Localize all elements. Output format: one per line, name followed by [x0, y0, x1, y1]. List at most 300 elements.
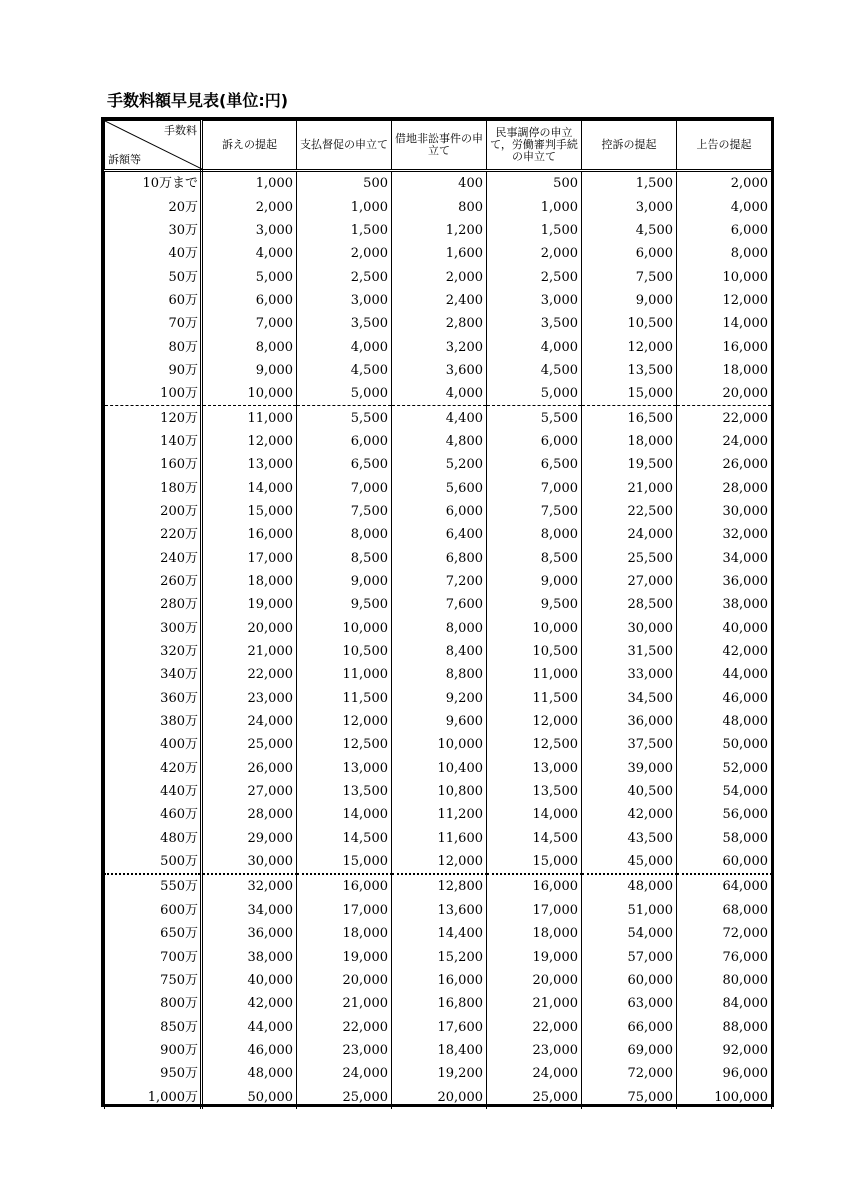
- fee-cell: 1,000: [487, 195, 582, 218]
- fee-cell: 2,000: [487, 242, 582, 265]
- fee-cell: 69,000: [582, 1039, 677, 1062]
- fee-cell: 13,000: [487, 757, 582, 780]
- fee-cell: 40,000: [202, 969, 297, 992]
- table-row: [105, 265, 772, 288]
- fee-cell: 15,000: [297, 850, 392, 874]
- fee-cell: 22,000: [202, 663, 297, 686]
- fee-cell: 6,000: [677, 219, 772, 242]
- fee-cell: 1,000: [202, 171, 297, 196]
- table-row: [105, 827, 772, 850]
- fee-cell: 30,000: [202, 850, 297, 874]
- amount-label: 500万: [105, 850, 202, 874]
- fee-cell: 28,500: [582, 593, 677, 616]
- amount-label: 420万: [105, 757, 202, 780]
- table-row: [105, 547, 772, 570]
- fee-cell: 21,000: [487, 992, 582, 1015]
- fee-cell: 46,000: [677, 687, 772, 710]
- amount-label: 60万: [105, 289, 202, 312]
- fee-cell: 2,000: [392, 265, 487, 288]
- table-row: [105, 1062, 772, 1085]
- table-row: [105, 899, 772, 922]
- amount-label: 70万: [105, 312, 202, 335]
- table-row: [105, 687, 772, 710]
- column-header: 控訴の提起: [582, 121, 677, 171]
- fee-cell: 4,500: [297, 359, 392, 382]
- table-row: [105, 733, 772, 756]
- fee-cell: 29,000: [202, 827, 297, 850]
- fee-cell: 57,000: [582, 945, 677, 968]
- fee-cell: 12,500: [297, 733, 392, 756]
- fee-cell: 9,200: [392, 687, 487, 710]
- fee-cell: 24,000: [487, 1062, 582, 1085]
- fee-cell: 14,400: [392, 922, 487, 945]
- fee-cell: 16,000: [677, 335, 772, 358]
- fee-cell: 11,000: [202, 406, 297, 430]
- fee-cell: 7,000: [487, 476, 582, 499]
- fee-cell: 9,500: [297, 593, 392, 616]
- fee-cell: 20,000: [202, 617, 297, 640]
- fee-cell: 28,000: [677, 476, 772, 499]
- amount-label: 140万: [105, 430, 202, 453]
- fee-cell: 12,000: [677, 289, 772, 312]
- amount-label: 340万: [105, 663, 202, 686]
- fee-cell: 14,000: [297, 803, 392, 826]
- fee-cell: 4,800: [392, 430, 487, 453]
- fee-cell: 800: [392, 195, 487, 218]
- table-row: [105, 780, 772, 803]
- fee-cell: 54,000: [582, 922, 677, 945]
- fee-cell: 25,000: [202, 733, 297, 756]
- fee-cell: 3,600: [392, 359, 487, 382]
- fee-cell: 13,500: [487, 780, 582, 803]
- fee-cell: 50,000: [677, 733, 772, 756]
- fee-cell: 10,500: [487, 640, 582, 663]
- fee-cell: 6,500: [487, 453, 582, 476]
- amount-label: 220万: [105, 523, 202, 546]
- amount-label: 600万: [105, 899, 202, 922]
- fee-cell: 52,000: [677, 757, 772, 780]
- fee-cell: 21,000: [582, 476, 677, 499]
- fee-cell: 18,000: [582, 430, 677, 453]
- fee-cell: 46,000: [202, 1039, 297, 1062]
- corner-header-cell: [105, 121, 202, 171]
- fee-cell: 9,000: [582, 289, 677, 312]
- fee-cell: 10,500: [582, 312, 677, 335]
- fee-cell: 44,000: [202, 1015, 297, 1038]
- fee-cell: 24,000: [677, 430, 772, 453]
- fee-cell: 1,500: [582, 171, 677, 196]
- fee-cell: 2,500: [487, 265, 582, 288]
- table-row: [105, 242, 772, 265]
- fee-cell: 7,000: [297, 476, 392, 499]
- column-header: 民事調停の申立て，労働審判手続の申立て: [487, 121, 582, 171]
- fee-cell: 15,200: [392, 945, 487, 968]
- fee-cell: 17,000: [297, 899, 392, 922]
- fee-cell: 16,000: [487, 874, 582, 898]
- fee-cell: 17,600: [392, 1015, 487, 1038]
- corner-label-amount: 訴額等: [108, 153, 141, 166]
- amount-label: 10万まで: [105, 171, 202, 196]
- fee-cell: 12,000: [392, 850, 487, 874]
- fee-cell: 20,000: [392, 1085, 487, 1108]
- fee-cell: 16,800: [392, 992, 487, 1015]
- fee-cell: 14,500: [487, 827, 582, 850]
- fee-cell: 16,000: [297, 874, 392, 898]
- fee-cell: 32,000: [202, 874, 297, 898]
- corner-label-fee: 手数料: [164, 124, 197, 137]
- table-row: [105, 640, 772, 663]
- fee-cell: 1,600: [392, 242, 487, 265]
- amount-label: 180万: [105, 476, 202, 499]
- fee-cell: 11,000: [297, 663, 392, 686]
- fee-cell: 8,000: [297, 523, 392, 546]
- fee-cell: 10,000: [202, 382, 297, 406]
- amount-label: 20万: [105, 195, 202, 218]
- fee-cell: 10,000: [392, 733, 487, 756]
- table-row: [105, 803, 772, 826]
- fee-cell: 20,000: [297, 969, 392, 992]
- fee-cell: 500: [297, 171, 392, 196]
- fee-cell: 22,000: [487, 1015, 582, 1038]
- fee-cell: 100,000: [677, 1085, 772, 1108]
- fee-cell: 13,600: [392, 899, 487, 922]
- fee-cell: 63,000: [582, 992, 677, 1015]
- table-row: [105, 992, 772, 1015]
- amount-label: 240万: [105, 547, 202, 570]
- fee-cell: 19,500: [582, 453, 677, 476]
- fee-cell: 58,000: [677, 827, 772, 850]
- table-row: [105, 1085, 772, 1108]
- fee-cell: 26,000: [677, 453, 772, 476]
- fee-cell: 19,000: [487, 945, 582, 968]
- fee-cell: 6,000: [582, 242, 677, 265]
- fee-cell: 6,000: [297, 430, 392, 453]
- fee-cell: 6,500: [297, 453, 392, 476]
- table-row: [105, 335, 772, 358]
- table-row: [105, 570, 772, 593]
- fee-cell: 36,000: [202, 922, 297, 945]
- fee-cell: 24,000: [582, 523, 677, 546]
- fee-cell: 27,000: [202, 780, 297, 803]
- amount-label: 850万: [105, 1015, 202, 1038]
- fee-cell: 80,000: [677, 969, 772, 992]
- fee-cell: 17,000: [487, 899, 582, 922]
- table-row: [105, 406, 772, 430]
- amount-label: 200万: [105, 500, 202, 523]
- fee-cell: 20,000: [487, 969, 582, 992]
- column-header: 支払督促の申立て: [297, 121, 392, 171]
- amount-label: 550万: [105, 874, 202, 898]
- fee-cell: 2,500: [297, 265, 392, 288]
- fee-cell: 6,000: [487, 430, 582, 453]
- fee-cell: 21,000: [297, 992, 392, 1015]
- fee-cell: 8,000: [677, 242, 772, 265]
- fee-cell: 32,000: [677, 523, 772, 546]
- fee-cell: 33,000: [582, 663, 677, 686]
- fee-cell: 10,500: [297, 640, 392, 663]
- fee-cell: 10,400: [392, 757, 487, 780]
- fee-cell: 12,000: [582, 335, 677, 358]
- table-row: [105, 195, 772, 218]
- fee-cell: 5,500: [297, 406, 392, 430]
- fee-cell: 7,500: [297, 500, 392, 523]
- fee-cell: 9,600: [392, 710, 487, 733]
- fee-cell: 22,000: [677, 406, 772, 430]
- fee-cell: 3,500: [297, 312, 392, 335]
- amount-label: 30万: [105, 219, 202, 242]
- fee-cell: 38,000: [202, 945, 297, 968]
- fee-cell: 18,000: [297, 922, 392, 945]
- fee-cell: 2,000: [677, 171, 772, 196]
- table-row: [105, 710, 772, 733]
- amount-label: 700万: [105, 945, 202, 968]
- column-header: 借地非訟事件の申立て: [392, 121, 487, 171]
- amount-label: 320万: [105, 640, 202, 663]
- fee-cell: 38,000: [677, 593, 772, 616]
- amount-label: 80万: [105, 335, 202, 358]
- fee-cell: 64,000: [677, 874, 772, 898]
- table-row: [105, 476, 772, 499]
- fee-cell: 12,000: [202, 430, 297, 453]
- amount-label: 950万: [105, 1062, 202, 1085]
- fee-cell: 11,500: [487, 687, 582, 710]
- fee-cell: 13,000: [297, 757, 392, 780]
- fee-cell: 11,500: [297, 687, 392, 710]
- fee-cell: 28,000: [202, 803, 297, 826]
- amount-label: 300万: [105, 617, 202, 640]
- fee-cell: 30,000: [582, 617, 677, 640]
- fee-cell: 23,000: [487, 1039, 582, 1062]
- fee-cell: 3,000: [297, 289, 392, 312]
- fee-cell: 18,400: [392, 1039, 487, 1062]
- fee-cell: 22,000: [297, 1015, 392, 1038]
- amount-label: 260万: [105, 570, 202, 593]
- fee-cell: 21,000: [202, 640, 297, 663]
- fee-cell: 56,000: [677, 803, 772, 826]
- fee-cell: 96,000: [677, 1062, 772, 1085]
- amount-label: 360万: [105, 687, 202, 710]
- fee-cell: 5,000: [202, 265, 297, 288]
- fee-cell: 66,000: [582, 1015, 677, 1038]
- amount-label: 750万: [105, 969, 202, 992]
- fee-cell: 84,000: [677, 992, 772, 1015]
- fee-cell: 14,000: [487, 803, 582, 826]
- amount-label: 650万: [105, 922, 202, 945]
- fee-cell: 48,000: [582, 874, 677, 898]
- table-row: [105, 312, 772, 335]
- table-row: [105, 523, 772, 546]
- amount-label: 800万: [105, 992, 202, 1015]
- table-row: [105, 945, 772, 968]
- fee-cell: 42,000: [677, 640, 772, 663]
- fee-cell: 34,000: [202, 899, 297, 922]
- table-row: [105, 1039, 772, 1062]
- fee-cell: 9,500: [487, 593, 582, 616]
- table-row: [105, 850, 772, 874]
- fee-cell: 3,000: [487, 289, 582, 312]
- fee-cell: 5,000: [297, 382, 392, 406]
- fee-cell: 11,600: [392, 827, 487, 850]
- fee-cell: 18,000: [487, 922, 582, 945]
- fee-cell: 15,000: [202, 500, 297, 523]
- fee-cell: 8,800: [392, 663, 487, 686]
- fee-cell: 2,000: [297, 242, 392, 265]
- fee-cell: 12,000: [297, 710, 392, 733]
- table-row: [105, 757, 772, 780]
- fee-cell: 92,000: [677, 1039, 772, 1062]
- fee-cell: 30,000: [677, 500, 772, 523]
- fee-cell: 5,500: [487, 406, 582, 430]
- fee-cell: 26,000: [202, 757, 297, 780]
- amount-label: 280万: [105, 593, 202, 616]
- fee-cell: 20,000: [677, 382, 772, 406]
- fee-cell: 7,500: [582, 265, 677, 288]
- fee-cell: 500: [487, 171, 582, 196]
- amount-label: 900万: [105, 1039, 202, 1062]
- fee-cell: 23,000: [297, 1039, 392, 1062]
- amount-label: 460万: [105, 803, 202, 826]
- fee-cell: 11,000: [487, 663, 582, 686]
- fee-cell: 68,000: [677, 899, 772, 922]
- fee-cell: 60,000: [677, 850, 772, 874]
- fee-cell: 12,800: [392, 874, 487, 898]
- fee-cell: 4,500: [582, 219, 677, 242]
- fee-cell: 31,500: [582, 640, 677, 663]
- amount-label: 100万: [105, 382, 202, 406]
- fee-cell: 24,000: [297, 1062, 392, 1085]
- fee-cell: 3,000: [582, 195, 677, 218]
- fee-cell: 18,000: [677, 359, 772, 382]
- fee-cell: 4,000: [392, 382, 487, 406]
- table-row: [105, 874, 772, 898]
- table-row: [105, 359, 772, 382]
- table-row: [105, 219, 772, 242]
- amount-label: 1,000万: [105, 1085, 202, 1108]
- fee-cell: 18,000: [202, 570, 297, 593]
- table-row: [105, 617, 772, 640]
- amount-label: 40万: [105, 242, 202, 265]
- fee-cell: 19,000: [297, 945, 392, 968]
- header-row: [105, 121, 772, 171]
- fee-cell: 13,000: [202, 453, 297, 476]
- amount-label: 120万: [105, 406, 202, 430]
- table-row: [105, 382, 772, 406]
- fee-cell: 17,000: [202, 547, 297, 570]
- fee-cell: 34,500: [582, 687, 677, 710]
- fee-cell: 76,000: [677, 945, 772, 968]
- fee-cell: 13,500: [582, 359, 677, 382]
- fee-cell: 1,500: [487, 219, 582, 242]
- fee-cell: 16,500: [582, 406, 677, 430]
- fee-cell: 2,000: [202, 195, 297, 218]
- fee-cell: 3,200: [392, 335, 487, 358]
- fee-cell: 43,500: [582, 827, 677, 850]
- table-body: [105, 171, 772, 1109]
- fee-cell: 9,000: [297, 570, 392, 593]
- fee-cell: 3,500: [487, 312, 582, 335]
- fee-cell: 4,500: [487, 359, 582, 382]
- fee-cell: 8,000: [487, 523, 582, 546]
- fee-cell: 27,000: [582, 570, 677, 593]
- fee-cell: 10,000: [297, 617, 392, 640]
- fee-cell: 4,000: [677, 195, 772, 218]
- fee-cell: 7,600: [392, 593, 487, 616]
- fee-cell: 19,000: [202, 593, 297, 616]
- fee-cell: 8,000: [392, 617, 487, 640]
- amount-label: 480万: [105, 827, 202, 850]
- fee-cell: 48,000: [677, 710, 772, 733]
- fee-cell: 7,000: [202, 312, 297, 335]
- table-row: [105, 969, 772, 992]
- amount-label: 50万: [105, 265, 202, 288]
- amount-label: 380万: [105, 710, 202, 733]
- table-row: [105, 289, 772, 312]
- fee-cell: 23,000: [202, 687, 297, 710]
- fee-cell: 5,000: [487, 382, 582, 406]
- fee-cell: 44,000: [677, 663, 772, 686]
- table-row: [105, 922, 772, 945]
- fee-cell: 34,000: [677, 547, 772, 570]
- fee-cell: 5,200: [392, 453, 487, 476]
- fee-cell: 14,000: [202, 476, 297, 499]
- fee-cell: 4,000: [487, 335, 582, 358]
- fee-cell: 25,500: [582, 547, 677, 570]
- column-header: 訴えの提起: [202, 121, 297, 171]
- fee-cell: 25,000: [487, 1085, 582, 1108]
- table-row: [105, 430, 772, 453]
- fee-cell: 10,000: [487, 617, 582, 640]
- fee-cell: 2,800: [392, 312, 487, 335]
- fee-cell: 36,000: [582, 710, 677, 733]
- table-row: [105, 1015, 772, 1038]
- fee-cell: 54,000: [677, 780, 772, 803]
- amount-label: 160万: [105, 453, 202, 476]
- column-header: 上告の提起: [677, 121, 772, 171]
- fee-cell: 2,400: [392, 289, 487, 312]
- fee-cell: 60,000: [582, 969, 677, 992]
- fee-cell: 1,200: [392, 219, 487, 242]
- amount-label: 90万: [105, 359, 202, 382]
- amount-label: 400万: [105, 733, 202, 756]
- fee-cell: 42,000: [202, 992, 297, 1015]
- fee-cell: 10,000: [677, 265, 772, 288]
- fee-cell: 75,000: [582, 1085, 677, 1108]
- fee-cell: 25,000: [297, 1085, 392, 1108]
- fee-cell: 42,000: [582, 803, 677, 826]
- fee-cell: 12,500: [487, 733, 582, 756]
- fee-cell: 9,000: [487, 570, 582, 593]
- fee-cell: 6,800: [392, 547, 487, 570]
- fee-cell: 39,000: [582, 757, 677, 780]
- fee-cell: 16,000: [392, 969, 487, 992]
- fee-cell: 72,000: [582, 1062, 677, 1085]
- fee-cell: 45,000: [582, 850, 677, 874]
- fee-cell: 15,000: [582, 382, 677, 406]
- fee-cell: 7,500: [487, 500, 582, 523]
- fee-cell: 10,800: [392, 780, 487, 803]
- table-row: [105, 500, 772, 523]
- fee-cell: 5,600: [392, 476, 487, 499]
- fee-cell: 13,500: [297, 780, 392, 803]
- fee-cell: 14,500: [297, 827, 392, 850]
- fee-cell: 4,000: [297, 335, 392, 358]
- fee-cell: 4,400: [392, 406, 487, 430]
- amount-label: 440万: [105, 780, 202, 803]
- fee-cell: 88,000: [677, 1015, 772, 1038]
- fee-cell: 6,000: [202, 289, 297, 312]
- fee-cell: 400: [392, 171, 487, 196]
- fee-cell: 12,000: [487, 710, 582, 733]
